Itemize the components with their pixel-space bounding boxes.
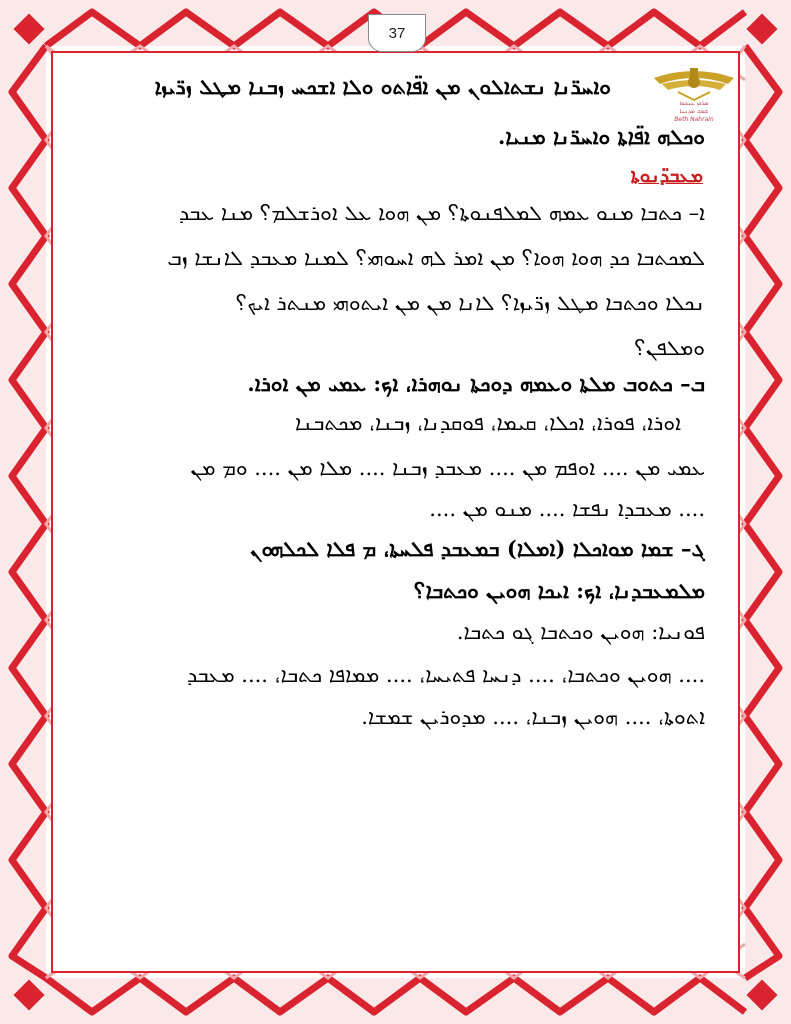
intro-line: ܘܐܚܪ̈ܢܐ ܢܫܬܐܠܘܢ ܡܢ ܐܦ̈ܐܬܘ ܘܠܐ ܐܫܟܚ ܙܒܢܐ ܡܛܠ ܙܪ̈ܝܙܐ: [154, 74, 611, 99]
question-line: ܦܘܢܝܐ: ܗܘܝܢ ܘܟܬܒܐ ܓܘ ܟܬܒܐ.: [456, 620, 705, 644]
question-line: ܘܡܠܦܢ؟: [634, 336, 705, 360]
question-line: ܐܬܘܬܐ، .... ܗܘܝܢ ܙܒܢܐ، .... ܡܕܘܪܝܢ ܫܡܫܐ.: [361, 705, 705, 729]
page-number: 37: [388, 24, 406, 42]
intro-line: ܘܟܠܗ ܐܦ̈ܐܬܐ ܘܐܚܪ̈ܢܐ ܡܢܝܐ.: [498, 124, 705, 149]
logo-caption-line: ܡܪܟܙ ܥܢܟܘܐ: [679, 100, 709, 107]
question-line: ܥܡܝ ܡܢ .... ܐܘܦܡ ܡܢ .... ܡܥܒܕ ܙܒܢܐ .... ܡܠܐ ܡܢ .... ܘܡ ܡܢ: [190, 456, 705, 480]
question-line: .... ܡܥܒܕܐ ܢܦܫܐ .... ܡܢܘ ܡܢ ....: [429, 497, 705, 521]
logo-caption-line: Beth Nahrain: [674, 116, 714, 123]
question-line: ܠܡܟܬܒܐ ܟܕ ܗܘܐ ܗܘܐ؟ ܡܢ ܐܡܪ ܠܗ ܐܚܘܗܝ؟ ܠܡܢܐ ܡܥܒܕ ܠܐܢܫܐ ܙܒ: [167, 246, 705, 270]
logo-caption: [648, 100, 740, 124]
question-line: ܒ– ܟܬܘܒ ܡܠܬܐ ܘܥܡܗ ܕܘܟܬܐ ܢܘܗܪܐ، ܐܟ: ܥܡܝ ܡܢ ܐܘܪܐ.: [247, 371, 705, 396]
logo-caption-line: ܫܡܫ ܡܕܢܚܐ: [679, 108, 709, 115]
question-line: ܢܟܠܐ ܘܟܬܒܐ ܡܛܠ ܙܪ̈ܝܙܐ؟ ܠܐܢܐ ܡܢ ܡܢ ܐܝܬܘܗܝ ܡܢܬܪ ܐܝܟ؟: [235, 291, 705, 315]
section-heading: ܡܥܒܕ̈ܢܘܬܐ: [630, 165, 703, 187]
page-number-badge: [368, 14, 426, 52]
question-line: ܐܘܪܐ، ܦܘܪܐ، ܐܟܠܐ، ܩܝܡܐ، ܦܘܩܕܢܐ، ܙܒܢܐ، ܡܟܬܒܢܐ: [294, 411, 681, 435]
question-line: ܓ– ܫܡܐ ܡܘܐܟܠܐ (ܐܡܠܐ) ܒܡܥܒܕ ܦܠܚܬܐ، ܡ ܦܠܐ ܠܟܠܗܘܢ: [250, 536, 705, 561]
question-line: ܐ– ܟܬܒܐ ܡܢܘ ܥܡܗ ܠܡܠܦܢܘܬܐ؟ ܡܢ ܗܘܐ ܥܠ ܐܘܪܫܠܡ؟ ܡܢܐ ܥܒܕ: [178, 201, 705, 225]
question-line: ܡܠܡܥܒܕܢܐ، ܐܟ: ܐܝܟܐ ܗܘܝܢ ܘܟܬܒܐ؟: [413, 578, 705, 603]
question-line: .... ܗܘܝܢ ܘܟܬܒܐ، .... ܕܢܚܐ ܦܬܝܚܐ، .... ܡܡܐܦܐ ܟܬܒܐ، .... ܡܥܒܕ: [186, 663, 705, 687]
